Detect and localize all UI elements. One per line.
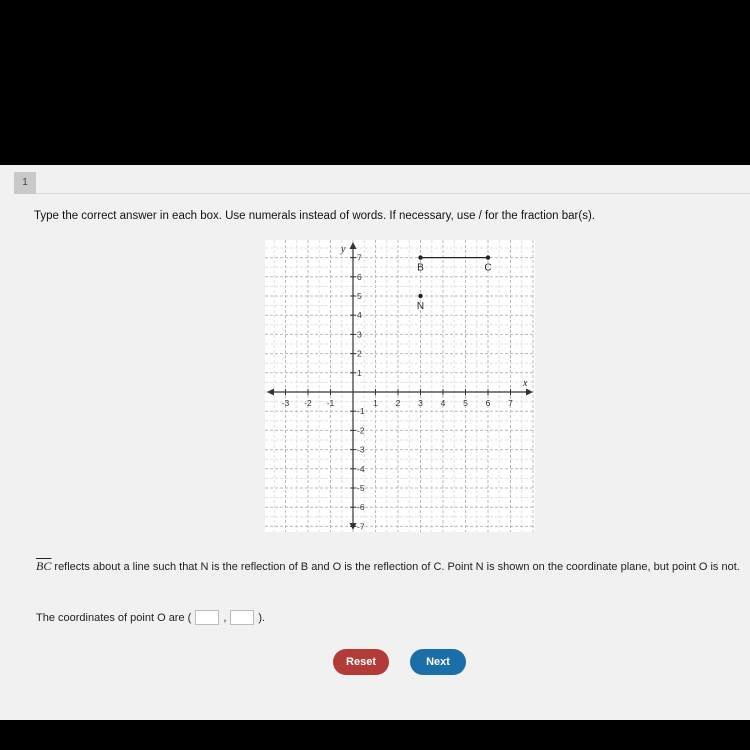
instructions: Type the correct answer in each box. Use numerals instead of words. If necessary, use / for the fraction bar(s). [34, 210, 595, 222]
x-tick-label: 3 [418, 398, 423, 408]
x-axis-label: x [523, 378, 528, 389]
x-tick-label: 7 [508, 398, 513, 408]
answer-comma: , [223, 611, 227, 624]
problem-text: reflects about a line such that N is the reflection of B and O is the reflection of C. Point N is shown on the coordinate plane, but point O is not. [51, 561, 740, 573]
x-tick-label: 6 [485, 398, 491, 408]
x-tick-label: -3 [281, 398, 290, 408]
x-tick-label: 2 [395, 398, 401, 408]
answer-row [36, 610, 265, 625]
coordinate-plane-svg [265, 240, 535, 532]
bottom-bar [0, 720, 750, 750]
next-button[interactable]: Next [410, 649, 466, 675]
point-b [418, 255, 422, 259]
x-tick-label: 5 [463, 398, 468, 408]
answer-suffix: ). [258, 611, 266, 624]
y-tick-label: 4 [357, 310, 362, 321]
question-panel [0, 165, 750, 720]
question-number: 1 [14, 172, 36, 194]
y-tick-label: -6 [357, 502, 365, 513]
x-tick-label: 1 [373, 398, 378, 408]
y-tick-label: -1 [357, 406, 365, 417]
y-tick-label: 5 [357, 291, 362, 301]
point-label-b: B [417, 262, 424, 274]
y-axis-label: y [341, 244, 346, 255]
coordinate-plane [265, 240, 535, 532]
answer-x-input[interactable] [195, 610, 219, 625]
divider [36, 193, 750, 194]
x-tick-label: -2 [304, 398, 312, 408]
y-tick-label: -5 [357, 483, 365, 493]
point-label-n: N [416, 301, 425, 312]
x-tick-label: -1 [326, 398, 335, 408]
answer-prompt: The coordinates of point O are ( [36, 611, 192, 624]
x-tick-label: 4 [440, 398, 446, 408]
y-tick-label: -3 [357, 444, 365, 455]
y-tick-label: -2 [357, 425, 365, 436]
y-tick-label: -7 [357, 521, 365, 532]
point-c [486, 255, 490, 259]
y-tick-label: 1 [357, 367, 362, 378]
answer-y-input[interactable] [230, 610, 254, 625]
point-n [418, 294, 422, 298]
y-tick-label: 6 [357, 271, 362, 282]
y-tick-label: 2 [357, 348, 362, 359]
reset-button[interactable]: Reset [333, 649, 389, 675]
point-label-c: C [484, 262, 492, 274]
problem-statement [36, 557, 744, 577]
segment-bc: $\overline{BC}$ [36, 559, 52, 573]
y-tick-label: -4 [357, 463, 365, 474]
y-tick-label: 7 [357, 252, 362, 263]
y-tick-label: 3 [357, 329, 362, 340]
